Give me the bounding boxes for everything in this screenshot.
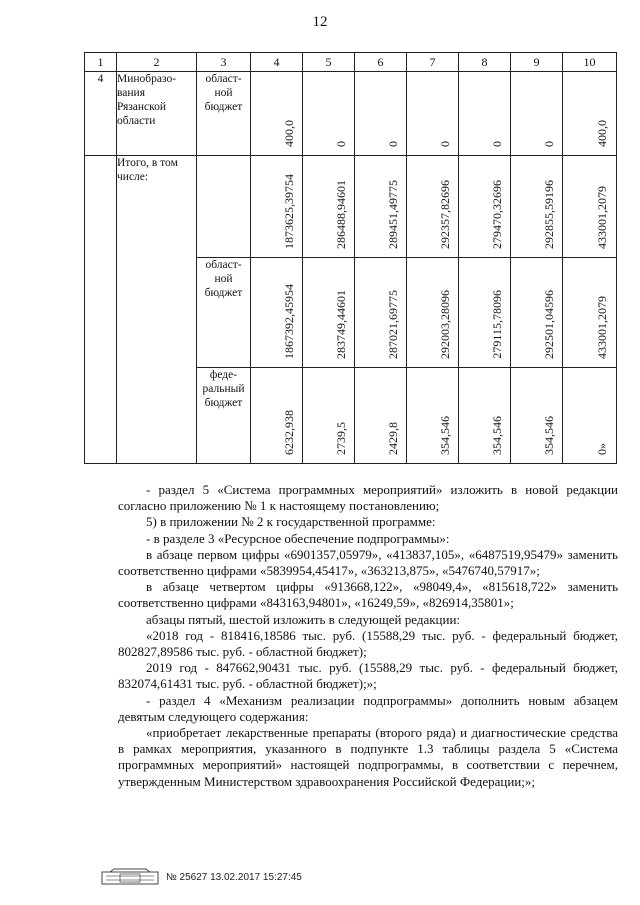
value-cell: 0 [385, 141, 400, 147]
value-cell: 354,546 [541, 416, 556, 455]
header-cell: 4 [251, 53, 303, 72]
table-row [85, 156, 617, 258]
empty-cell [85, 156, 117, 464]
value-cell: 292501,04596 [541, 290, 556, 359]
header-cell: 8 [459, 53, 511, 72]
value-cell: 292357,82696 [437, 180, 452, 249]
paragraph: «приобретает лекарственные препараты (второго ряда) и диагностические средства в рамках мероприятия, указанного в подпункте 1.3 таблицы раздела 5 «Система программных мероприятий» настоящей подпрограммы, в соответствии с перечнем, утвержденным Министерством здравоохранения Российской Федерации;»; [118, 725, 618, 789]
header-cell: 1 [85, 53, 117, 72]
value-cell: 292003,28096 [437, 290, 452, 359]
total-label: Итого, в том числе: [117, 156, 197, 464]
funding-source: област-ной бюджет [197, 258, 251, 368]
paragraph: 5) в приложении № 2 к государственной программе: [146, 514, 436, 530]
value-cell: 1867392,45954 [281, 284, 296, 359]
org-name: Минобразо-вания Рязанской области [117, 72, 197, 156]
header-cell: 3 [197, 53, 251, 72]
header-cell: 6 [355, 53, 407, 72]
paragraph: «2018 год - 818416,18586 тыс. руб. (15588,29 тыс. руб. - федеральный бюджет, 802827,89586 тыс. руб. - областной бюджет); [118, 627, 618, 660]
paragraph: абзацы пятый, шестой изложить в следующей редакции: [146, 611, 461, 627]
value-cell: 0 [541, 141, 556, 147]
paragraph: в абзаце первом цифры «6901357,05979», «413837,105», «6487519,95479» заменить соответственно цифрами «5839954,45417», «363213,875», «5476740,57917»; [118, 546, 618, 579]
paragraph: в абзаце четвертом цифры «913668,122», «98049,4», «815618,722» заменить соответственно цифрами «843163,94801», «16249,59», «826914,35801»; [118, 579, 618, 611]
value-cell: 279470,32696 [489, 180, 504, 249]
header-cell: 2 [117, 53, 197, 72]
paragraph: 2019 год - 847662,90431 тыс. руб. (15588,29 тыс. руб. - федеральный бюджет, 832074,61431 тыс. руб. - областной бюджет);»; [118, 660, 618, 692]
value-cell: 400,0 [594, 120, 609, 147]
paragraph: - в разделе 3 «Ресурсное обеспечение подпрограммы»: [146, 530, 450, 546]
value-cell: 292855,59196 [541, 180, 556, 249]
value-cell: 287021,69775 [385, 290, 400, 359]
funding-source: феде-ральный бюджет [197, 368, 251, 464]
value-cell: 286488,94601 [333, 180, 348, 249]
registration-stamp: № 25627 13.02.2017 15:27:45 [166, 871, 302, 883]
funding-source: област-ной бюджет [197, 72, 251, 156]
value-cell: 354,546 [489, 416, 504, 455]
value-cell: 1873625,39754 [281, 174, 296, 249]
paragraph: - раздел 5 «Система программных мероприятий» изложить в новой редакции согласно приложению № 1 к настоящему постановлению; [118, 482, 618, 514]
header-cell: 10 [563, 53, 617, 72]
value-cell: 279115,78096 [489, 290, 504, 359]
document-body [118, 482, 618, 790]
header-cell: 5 [303, 53, 355, 72]
printer-stamp-icon [100, 868, 160, 886]
budget-table [84, 52, 617, 464]
value-cell: 433001,2079 [594, 296, 609, 359]
row-number: 4 [85, 72, 117, 156]
value-cell: 354,546 [437, 416, 452, 455]
value-cell: 2429,8 [385, 422, 400, 455]
value-cell: 0» [594, 443, 609, 455]
header-cell: 9 [511, 53, 563, 72]
table-row [85, 72, 617, 156]
page-number: 12 [312, 14, 328, 30]
value-cell: 2739,5 [333, 422, 348, 455]
value-cell: 400,0 [281, 120, 296, 147]
value-cell: 433001,2079 [594, 186, 609, 249]
value-cell: 0 [437, 141, 452, 147]
table-header-row [85, 53, 617, 72]
paragraph: - раздел 4 «Механизм реализации подпрограммы» дополнить новым абзацем девятым следующего содержания: [118, 692, 618, 724]
footer [100, 868, 302, 886]
value-cell: 6232,938 [281, 410, 296, 455]
value-cell: 0 [333, 141, 348, 147]
value-cell: 0 [489, 141, 504, 147]
value-cell: 289451,49775 [385, 180, 400, 249]
empty-cell [197, 156, 251, 258]
value-cell: 283749,44601 [333, 290, 348, 359]
header-cell: 7 [407, 53, 459, 72]
